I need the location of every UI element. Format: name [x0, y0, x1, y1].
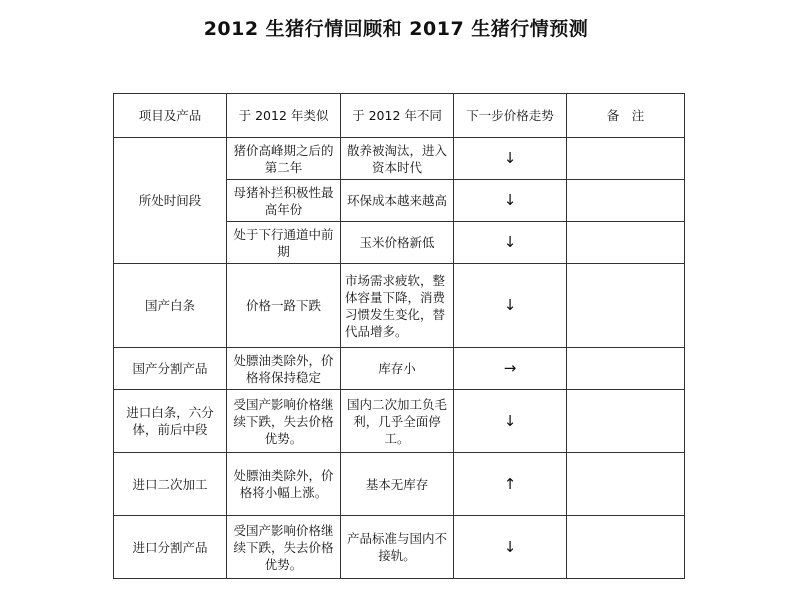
item-cell: 所处时间段: [114, 138, 227, 264]
similar-cell: 母猪补拦积极性最高年份: [227, 180, 341, 222]
note-cell: [567, 348, 685, 390]
table-header-row: [114, 94, 685, 138]
table-row: [114, 348, 685, 390]
trend-arrow-icon: ↓: [454, 222, 567, 264]
note-cell: [567, 390, 685, 453]
header-item: 项目及产品: [114, 94, 227, 138]
trend-arrow-icon: ↓: [454, 180, 567, 222]
note-cell: [567, 516, 685, 579]
different-cell: 库存小: [341, 348, 454, 390]
table-row: [114, 516, 685, 579]
table-row: [114, 453, 685, 516]
header-similar: 于 2012 年类似: [227, 94, 341, 138]
note-cell: [567, 264, 685, 348]
trend-arrow-icon: ↓: [454, 264, 567, 348]
different-cell: 基本无库存: [341, 453, 454, 516]
note-cell: [567, 138, 685, 180]
different-cell: 产品标准与国内不接轨。: [341, 516, 454, 579]
different-cell: 散养被淘汰，进入资本时代: [341, 138, 454, 180]
trend-arrow-icon: ↑: [454, 453, 567, 516]
trend-arrow-icon: ↓: [454, 138, 567, 180]
note-cell: [567, 453, 685, 516]
header-trend: 下一步价格走势: [454, 94, 567, 138]
similar-cell: 价格一路下跌: [227, 264, 341, 348]
header-note: 备 注: [567, 94, 685, 138]
header-different: 于 2012 年不同: [341, 94, 454, 138]
similar-cell: 处膘油类除外，价格将保持稳定: [227, 348, 341, 390]
different-cell: 环保成本越来越高: [341, 180, 454, 222]
similar-cell: 受国产影响价格继续下跌，失去价格优势。: [227, 390, 341, 453]
table-row: [114, 390, 685, 453]
page-title: 2012 生猪行情回顾和 2017 生猪行情预测: [203, 18, 589, 40]
similar-cell: 处于下行通道中前期: [227, 222, 341, 264]
similar-cell: 受国产影响价格继续下跌，失去价格优势。: [227, 516, 341, 579]
different-cell: 玉米价格新低: [341, 222, 454, 264]
item-cell: 进口二次加工: [114, 453, 227, 516]
comparison-table: [113, 93, 685, 579]
item-cell: 国产白条: [114, 264, 227, 348]
table-row: [114, 138, 685, 180]
similar-cell: 猪价高峰期之后的第二年: [227, 138, 341, 180]
different-cell: 市场需求疲软，整体容量下降，消费习惯发生变化，替代品增多。: [341, 264, 454, 348]
item-cell: 进口白条，六分体，前后中段: [114, 390, 227, 453]
item-cell: 国产分割产品: [114, 348, 227, 390]
trend-arrow-icon: ↓: [454, 516, 567, 579]
item-cell: 进口分割产品: [114, 516, 227, 579]
note-cell: [567, 180, 685, 222]
similar-cell: 处膘油类除外，价格将小幅上涨。: [227, 453, 341, 516]
trend-arrow-icon: →: [454, 348, 567, 390]
note-cell: [567, 222, 685, 264]
different-cell: 国内二次加工负毛利，几乎全面停工。: [341, 390, 454, 453]
table-row: [114, 264, 685, 348]
trend-arrow-icon: ↓: [454, 390, 567, 453]
